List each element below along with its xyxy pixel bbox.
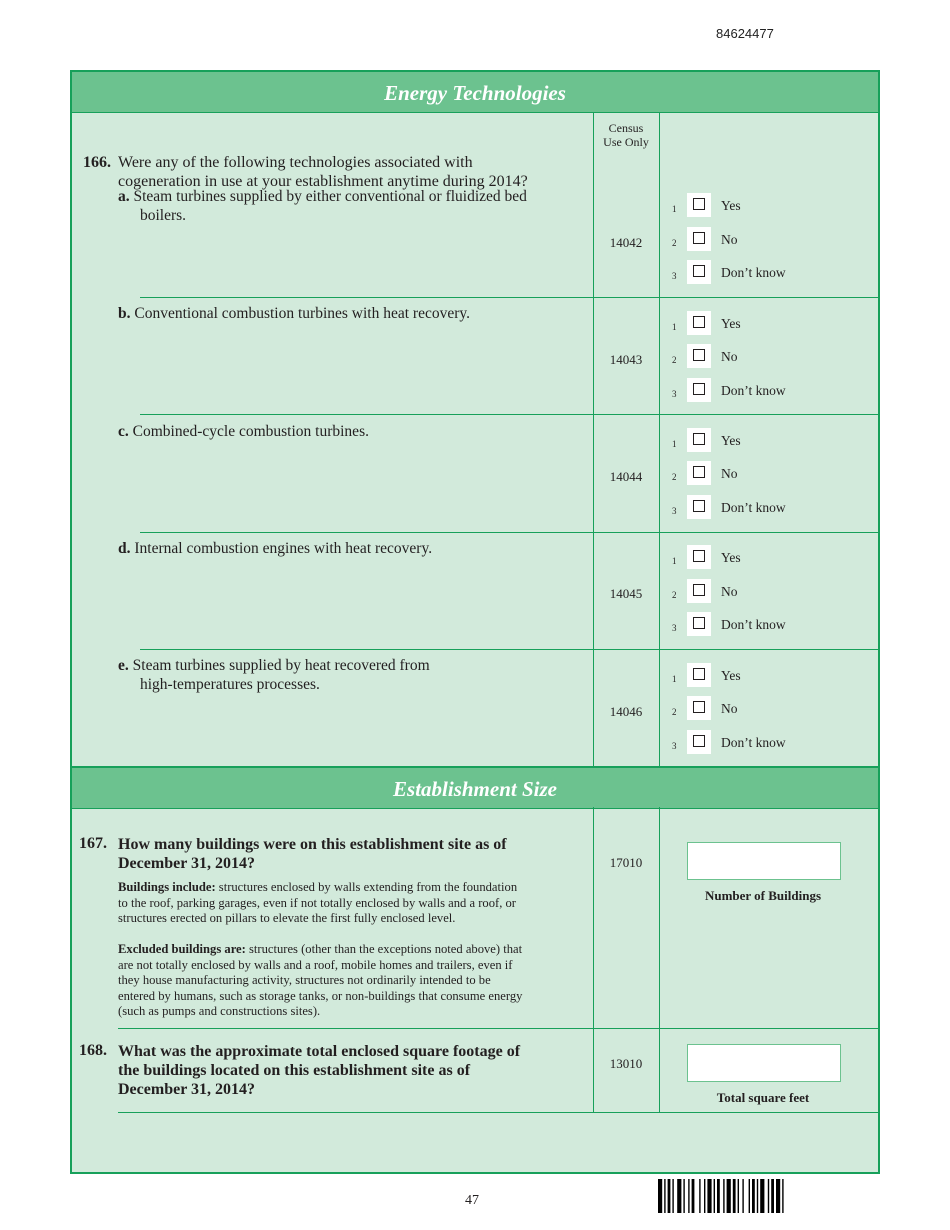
section-title-size: Establishment Size [72,766,878,809]
option-number: 3 [672,389,677,399]
option-label: No [721,701,738,716]
checkbox-square[interactable] [693,466,705,478]
q168-census-code: 13010 [609,1056,643,1071]
row-divider [140,297,878,298]
q167-question [118,835,507,873]
checkbox-square[interactable] [693,584,705,596]
option-label: Don’t know [721,617,786,632]
item-text-line2: boilers. [140,207,187,224]
checkbox-square[interactable] [693,735,705,747]
q166-item-5 [118,656,430,694]
q166-item-1 [118,187,527,225]
checkbox-no[interactable] [687,227,711,251]
q166-text-line2: cogeneration in use at your establishment anytime during 2014? [118,173,528,190]
option-number: 1 [672,204,677,214]
item-letter: c. [118,423,129,440]
checkbox-don-t-know[interactable] [687,612,711,636]
item-letter: a. [118,188,130,205]
form-frame [70,70,880,1174]
option-number: 3 [672,623,677,633]
row-divider [140,532,878,533]
item-letter: e. [118,657,129,674]
checkbox-yes[interactable] [687,428,711,452]
item-text-line2: high-temperatures processes. [140,676,320,693]
checkbox-square[interactable] [693,668,705,680]
option-label: Don’t know [721,500,786,515]
option-label: No [721,349,738,364]
checkbox-square[interactable] [693,701,705,713]
q167-line1: How many buildings were on this establishment site as of [118,836,507,853]
exclude-label: Excluded buildings are: [118,942,246,956]
checkbox-don-t-know[interactable] [687,378,711,402]
option-label: No [721,466,738,481]
census-code: 14046 [609,704,643,719]
checkbox-square[interactable] [693,232,705,244]
q167-number: 167. [79,835,107,852]
census-code: 14042 [609,235,643,250]
census-use-only-header [593,121,659,149]
number-of-buildings-input[interactable] [687,842,841,880]
form-id: 84624477 [716,26,774,41]
checkbox-square[interactable] [693,500,705,512]
q167-census-code: 17010 [609,855,643,870]
q168-number: 168. [79,1042,107,1059]
column-divider [659,113,660,767]
checkbox-don-t-know[interactable] [687,495,711,519]
census-header-line2: Use Only [603,135,649,149]
item-letter: b. [118,305,131,322]
column-divider [593,113,594,767]
item-letter: d. [118,540,131,557]
checkbox-yes[interactable] [687,545,711,569]
checkbox-square[interactable] [693,316,705,328]
option-label: No [721,584,738,599]
option-label: No [721,232,738,247]
option-label: Don’t know [721,383,786,398]
include-line2: to the roof, parking garages, even if not totally enclosed by walls and a roof, or [118,895,516,910]
option-label: Yes [721,550,741,565]
census-code: 14045 [609,586,643,601]
census-code: 14043 [609,352,643,367]
checkbox-square[interactable] [693,433,705,445]
exclude-line4: entered by humans, such as storage tanks, or non-buildings that consume energy [118,988,523,1003]
include-line1: structures enclosed by walls extending from the foundation [215,880,518,894]
q166-item-2 [118,304,470,323]
q166-item-4 [118,539,432,558]
exclude-line5: (such as pumps and constructions sites). [118,1004,321,1018]
exclude-line2: are not totally enclosed by walls and a roof, mobile homes and trailers, even if [118,957,513,972]
checkbox-no[interactable] [687,344,711,368]
option-number: 3 [672,741,677,751]
option-label: Yes [721,316,741,331]
row-divider [140,414,878,415]
column-divider [659,807,660,1113]
option-label: Yes [721,198,741,213]
option-number: 1 [672,439,677,449]
checkbox-yes[interactable] [687,663,711,687]
row-divider [140,649,878,650]
item-text-line1: Combined-cycle combustion turbines. [132,423,369,440]
item-text-line1: Internal combustion engines with heat recovery. [134,540,433,557]
checkbox-square[interactable] [693,198,705,210]
total-square-feet-label: Total square feet [716,1090,810,1105]
option-label: Yes [721,433,741,448]
q167-buildings-include-note [118,880,588,927]
item-text-line1: Conventional combustion turbines with heat recovery. [134,305,470,322]
checkbox-yes[interactable] [687,311,711,335]
row-divider [118,1112,878,1113]
q166-text [118,153,528,191]
checkbox-square[interactable] [693,265,705,277]
option-number: 1 [672,674,677,684]
option-number: 2 [672,707,677,717]
q167-excluded-buildings-note [118,942,588,1020]
census-header-line1: Census [608,121,644,135]
census-code: 14044 [609,469,643,484]
option-label: Don’t know [721,265,786,280]
exclude-line3: they house manufacturing activity, structures not ordinarily intended to be [118,973,491,987]
q166-question [83,153,111,172]
option-number: 3 [672,506,677,516]
checkbox-no[interactable] [687,461,711,485]
item-text-line1: Steam turbines supplied by either conventional or fluidized bed [133,188,527,205]
total-square-feet-input[interactable] [687,1044,841,1082]
option-number: 2 [672,355,677,365]
q166-item-3 [118,422,369,441]
option-number: 3 [672,271,677,281]
checkbox-square[interactable] [693,617,705,629]
item-text-line1: Steam turbines supplied by heat recovered from [132,657,430,674]
include-label: Buildings include: [118,880,216,894]
checkbox-don-t-know[interactable] [687,260,711,284]
option-number: 1 [672,322,677,332]
checkbox-no[interactable] [687,579,711,603]
checkbox-square[interactable] [693,383,705,395]
q168-question [118,1042,520,1099]
checkbox-don-t-know[interactable] [687,730,711,754]
checkbox-square[interactable] [693,550,705,562]
q168-line3: December 31, 2014? [118,1081,255,1098]
option-label: Yes [721,668,741,683]
option-number: 2 [672,590,677,600]
section-title-energy: Energy Technologies [72,72,878,113]
option-number: 2 [672,238,677,248]
q168-line2: the buildings located on this establishment site as of [118,1062,471,1079]
option-label: Don’t know [721,735,786,750]
exclude-line1: structures (other than the exceptions noted above) that [245,942,523,956]
q166-number: 166. [83,154,111,171]
checkbox-no[interactable] [687,696,711,720]
option-number: 2 [672,472,677,482]
checkbox-square[interactable] [693,349,705,361]
page-number: 47 [465,1193,479,1208]
row-divider [118,1028,878,1029]
q168-line1: What was the approximate total enclosed square footage of [118,1043,521,1060]
barcode-image [658,1179,838,1213]
q166-text-line1: Were any of the following technologies associated with [118,154,473,171]
number-of-buildings-label: Number of Buildings [704,888,822,903]
checkbox-yes[interactable] [687,193,711,217]
q167-line2: December 31, 2014? [118,855,255,872]
include-line3: structures erected on pillars to elevate the first fully enclosed level. [118,911,456,925]
option-number: 1 [672,556,677,566]
